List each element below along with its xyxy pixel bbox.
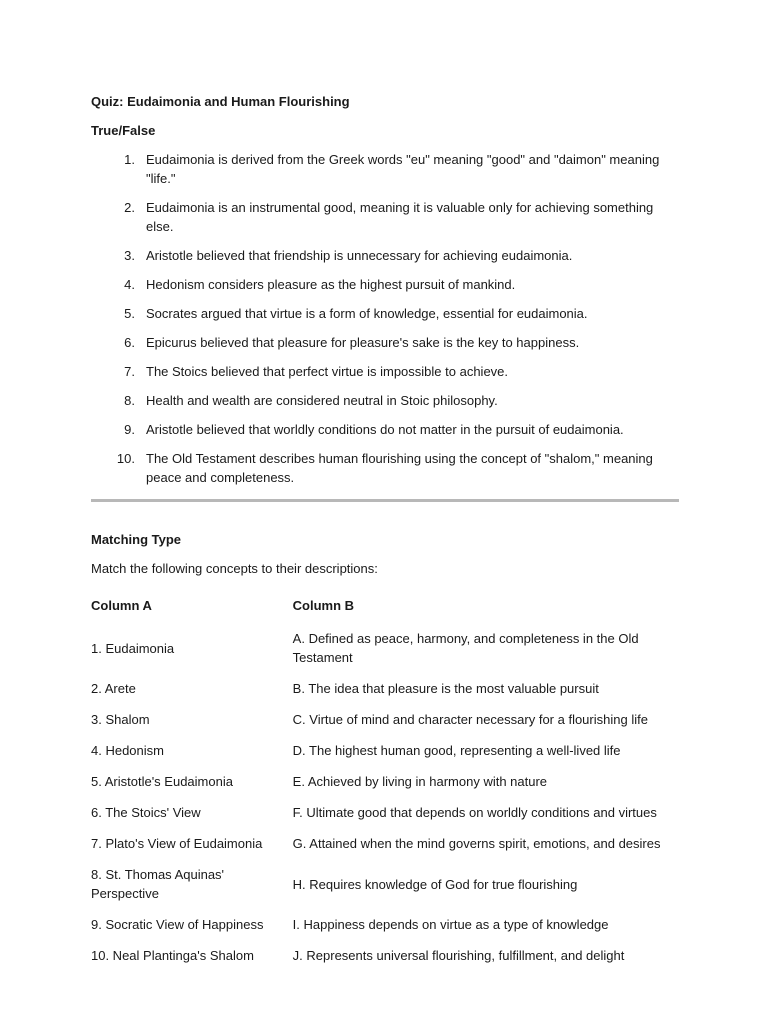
table-row <box>91 673 679 704</box>
item-text: The Old Testament describes human flourishing using the concept of "shalom," meaning peace and completeness. <box>146 451 653 485</box>
matching-table <box>91 590 679 971</box>
item-text: Epicurus believed that pleasure for pleasure's sake is the key to happiness. <box>146 335 580 350</box>
table-row <box>91 623 679 673</box>
table-row <box>91 766 679 797</box>
column-b-cell: B. The idea that pleasure is the most valuable pursuit <box>292 681 599 696</box>
table-row <box>91 704 679 735</box>
true-false-list <box>91 150 679 487</box>
item-number: 6. <box>124 335 135 350</box>
table-row <box>91 797 679 828</box>
table-row <box>91 828 679 859</box>
item-number: 3. <box>124 248 135 263</box>
list-item <box>91 362 679 381</box>
column-a-cell: 3. Shalom <box>91 712 150 727</box>
column-a-cell: 8. St. Thomas Aquinas' Perspective <box>91 867 225 901</box>
item-text: The Stoics believed that perfect virtue is impossible to achieve. <box>146 364 509 379</box>
item-number: 5. <box>124 306 135 321</box>
table-row <box>91 735 679 766</box>
column-b-cell: H. Requires knowledge of God for true flourishing <box>292 876 578 892</box>
list-item <box>91 333 679 352</box>
column-b-cell: G. Attained when the mind governs spirit, emotions, and desires <box>292 836 661 851</box>
item-number: 1. <box>124 152 135 167</box>
column-a-cell: 7. Plato's View of Eudaimonia <box>91 836 263 851</box>
list-item <box>91 391 679 410</box>
column-b-cell: J. Represents universal flourishing, fulfillment, and delight <box>292 948 625 963</box>
matching-heading: Matching Type <box>91 532 182 547</box>
item-number: 7. <box>124 364 135 379</box>
column-a-cell: 2. Arete <box>91 681 136 696</box>
item-text: Health and wealth are considered neutral in Stoic philosophy. <box>146 393 498 408</box>
column-a-cell: 6. The Stoics' View <box>91 805 201 820</box>
column-b-header: Column B <box>292 598 355 613</box>
item-text: Aristotle believed that worldly conditions do not matter in the pursuit of eudaimonia. <box>146 422 624 437</box>
column-a-cell: 10. Neal Plantinga's Shalom <box>91 948 254 963</box>
column-a-cell: 4. Hedonism <box>91 743 164 758</box>
table-row <box>91 909 679 940</box>
quiz-title: Quiz: Eudaimonia and Human Flourishing <box>91 94 350 109</box>
column-b-cell: A. Defined as peace, harmony, and completeness in the Old Testament <box>292 631 639 665</box>
column-b-cell: C. Virtue of mind and character necessary for a flourishing life <box>292 712 648 727</box>
matching-instruction: Match the following concepts to their descriptions: <box>91 561 378 576</box>
column-b-cell: F. Ultimate good that depends on worldly conditions and virtues <box>292 805 657 820</box>
column-a-cell: 1. Eudaimonia <box>91 640 175 656</box>
item-number: 9. <box>124 422 135 437</box>
list-item <box>91 150 679 188</box>
column-b-cell: D. The highest human good, representing a well-lived life <box>292 743 621 758</box>
list-item <box>91 275 679 294</box>
column-a-header: Column A <box>91 598 152 613</box>
column-a-cell: 9. Socratic View of Happiness <box>91 917 264 932</box>
item-text: Socrates argued that virtue is a form of knowledge, essential for eudaimonia. <box>146 306 588 321</box>
table-row <box>91 940 679 971</box>
item-number: 4. <box>124 277 135 292</box>
item-number: 8. <box>124 393 135 408</box>
item-text: Eudaimonia is an instrumental good, meaning it is valuable only for achieving something else. <box>146 200 654 234</box>
column-b-cell: E. Achieved by living in harmony with nature <box>292 774 548 789</box>
list-item <box>91 304 679 323</box>
document-content <box>91 92 679 971</box>
true-false-heading: True/False <box>91 123 156 138</box>
column-b-cell: I. Happiness depends on virtue as a type of knowledge <box>292 917 609 932</box>
item-text: Eudaimonia is derived from the Greek words "eu" meaning "good" and "daimon" meaning "life." <box>146 152 660 186</box>
item-number: 10. <box>116 451 135 466</box>
table-header-row <box>91 590 679 623</box>
list-item <box>91 449 679 487</box>
column-a-cell: 5. Aristotle's Eudaimonia <box>91 774 233 789</box>
list-item <box>91 420 679 439</box>
table-row <box>91 859 679 909</box>
item-text: Hedonism considers pleasure as the highest pursuit of mankind. <box>146 277 516 292</box>
section-divider <box>91 499 679 502</box>
list-item <box>91 198 679 236</box>
item-number: 2. <box>124 200 135 215</box>
list-item <box>91 246 679 265</box>
item-text: Aristotle believed that friendship is unnecessary for achieving eudaimonia. <box>146 248 573 263</box>
